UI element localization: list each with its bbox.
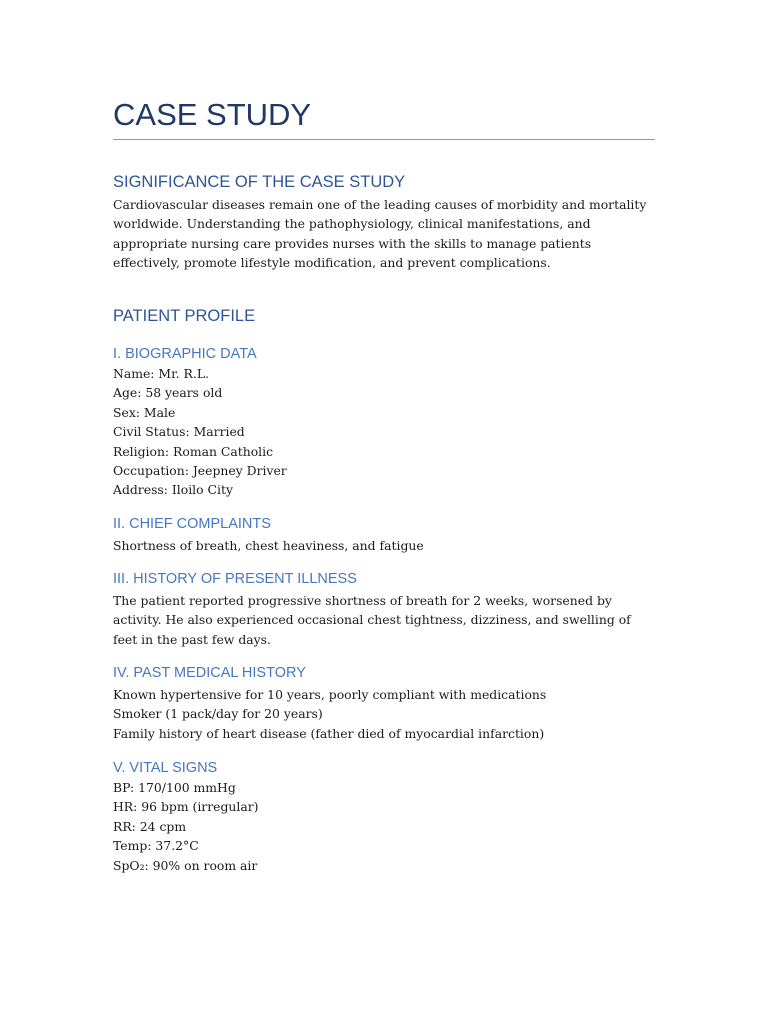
document-title: CASE STUDY bbox=[113, 97, 312, 132]
biographic-address: Address: Iloilo City bbox=[113, 482, 233, 498]
vital-hr: HR: 96 bpm (irregular) bbox=[113, 799, 259, 815]
biographic-data-heading: I. BIOGRAPHIC DATA bbox=[113, 346, 257, 362]
chief-complaints-text: Shortness of breath, chest heaviness, and fatigue bbox=[113, 538, 424, 553]
biographic-name: Name: Mr. R.L. bbox=[113, 366, 209, 381]
present-illness-paragraph: The patient reported progressive shortness of breath for 2 weeks, worsened by activity. He also experienced occasional chest tightness, dizziness, and swelling of feet in the past few days. bbox=[113, 593, 631, 647]
section-patient-profile bbox=[113, 306, 655, 326]
biographic-age: Age: 58 years old bbox=[113, 385, 223, 401]
past-medical-history-heading: IV. PAST MEDICAL HISTORY bbox=[113, 665, 306, 681]
history-hypertension: Known hypertensive for 10 years, poorly compliant with medications bbox=[113, 687, 547, 702]
biographic-sex: Sex: Male bbox=[113, 404, 176, 420]
history-family: Family history of heart disease (father died of myocardial infarction) bbox=[113, 725, 545, 741]
vital-temp: Temp: 37.2°C bbox=[113, 838, 199, 854]
biographic-civil-status: Civil Status: Married bbox=[113, 424, 245, 440]
biographic-religion: Religion: Roman Catholic bbox=[113, 443, 274, 459]
section-significance bbox=[113, 172, 655, 273]
section-chief-complaints bbox=[113, 515, 655, 555]
chief-complaints-heading: II. CHIEF COMPLAINTS bbox=[113, 516, 271, 532]
section-vital-signs bbox=[113, 759, 655, 875]
biographic-data-list bbox=[113, 364, 655, 500]
biographic-occupation: Occupation: Jeepney Driver bbox=[113, 463, 287, 479]
vital-signs-list bbox=[113, 778, 655, 875]
section-present-illness bbox=[113, 570, 655, 649]
title-underline bbox=[113, 139, 655, 140]
vital-signs-heading: V. VITAL SIGNS bbox=[113, 760, 218, 776]
section-biographic-data bbox=[113, 345, 655, 500]
vital-bp: BP: 170/100 mmHg bbox=[113, 780, 236, 795]
vital-rr: RR: 24 cpm bbox=[113, 818, 187, 834]
present-illness-heading: III. HISTORY OF PRESENT ILLNESS bbox=[113, 571, 357, 587]
section-past-medical-history bbox=[113, 664, 655, 743]
vital-spo2: SpO₂: 90% on room air bbox=[113, 857, 258, 873]
patient-profile-heading: PATIENT PROFILE bbox=[113, 307, 256, 325]
history-smoking: Smoker (1 pack/day for 20 years) bbox=[113, 706, 323, 722]
significance-heading: SIGNIFICANCE OF THE CASE STUDY bbox=[113, 173, 406, 191]
significance-paragraph: Cardiovascular diseases remain one of the leading causes of morbidity and mortality worldwide. Understanding the pathophysiology, clinical manifestations, and appropriate nursing care provides nurses with the skills to manage patients effectively, promote lifestyle modification, and prevent complications. bbox=[113, 197, 647, 271]
past-medical-history-list bbox=[113, 685, 655, 743]
